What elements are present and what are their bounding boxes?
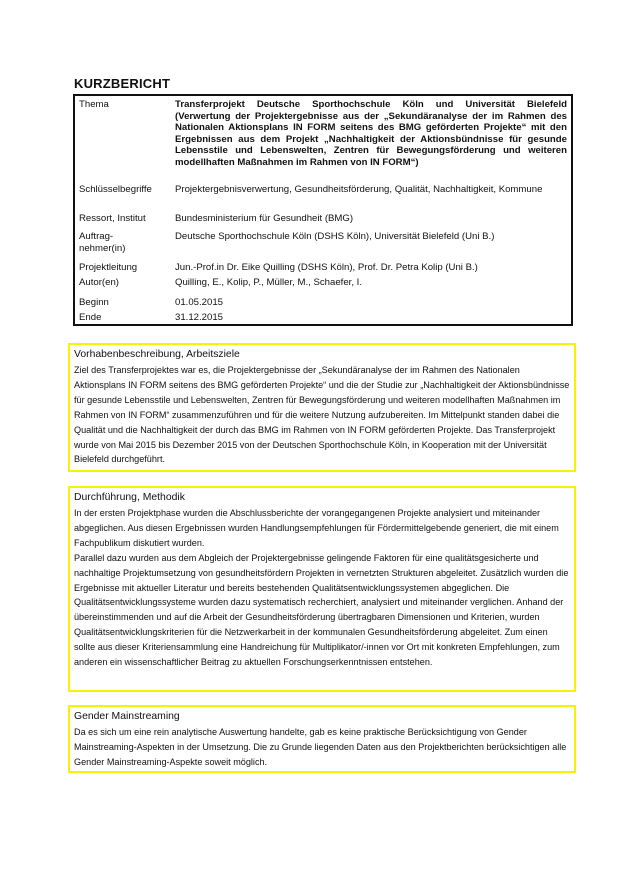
metadata-label: Beginn: [79, 297, 109, 308]
section-gender-mainstreaming: [68, 705, 576, 773]
metadata-value: Deutsche Sporthochschule Köln (DSHS Köln), Universität Bielefeld (Uni B.): [175, 231, 495, 242]
metadata-label: Thema: [79, 99, 109, 110]
metadata-label: Ressort, Institut: [79, 213, 146, 224]
section-project-description: [68, 343, 576, 472]
metadata-label: Schlüsselbegriffe: [79, 184, 152, 195]
section-title: Gender Mainstreaming: [74, 711, 180, 722]
metadata-value: Bundesministerium für Gesundheit (BMG): [175, 213, 354, 224]
metadata-value: 01.05.2015: [175, 297, 224, 308]
metadata-label: Projektleitung: [79, 262, 138, 273]
metadata-table: [73, 94, 573, 326]
section-title: Vorhabenbeschreibung, Arbeitsziele: [74, 349, 240, 360]
section-methodology: [68, 486, 576, 692]
section-title: Durchführung, Methodik: [74, 492, 185, 503]
metadata-value: Quilling, E., Kolip, P., Müller, M., Schaefer, I.: [175, 277, 362, 288]
metadata-label: Ende: [79, 312, 102, 323]
report-title: KURZBERICHT: [74, 76, 171, 91]
section-paragraph: Da es sich um eine rein analytische Auswertung handelte, gab es keine praktische Berücksichtigung von Gender Mainstreaming-Aspekten in der Umsetzung. Die zu Grunde liegenden Daten aus den Projektberichten berücksichtigen alle Gender Mainstreaming-Aspekte soweit möglich.: [74, 727, 567, 767]
section-paragraph: Parallel dazu wurden aus dem Abgleich der Projektergebnisse gelingende Faktoren für eine qualitätsgesicherte und nachhaltige Projektumsetzung von gesundheitsfördern Projekten in vernetzten Strukturen abgeleitet. Zusätzlich wurden die Ergebnisse mit aktueller Literatur und bereits bestehenden Qualitätsentwicklungssystemen abgeglichen. Die Qualitätsentwicklungssysteme wurden dazu systematisch recherchiert, analysiert und miteinander verglichen. Anhand der übereinstimmenden und auf die Arbeit der Gesundheitsförderung übertragbaren Dimensionen und Kriterien, wurden Qualitätsentwicklungskriterien für die Netzwerkarbeit in der kommunalen Gesundheitsförderung abgeleitet. Zum einen sollte aus dieser Kriteriensammlung eine Handreichung für Multiplikator/-innen vor Ort mit konkreten Empfehlungen, zum anderen ein wissenschaftlicher Beitrag zu aktuellen Forschungserkenntnissen entstehen.: [74, 552, 569, 668]
section-paragraph: Ziel des Transferprojektes war es, die Projektergebnisse der „Sekundäranalyse der im Rahmen des Nationalen Aktionsplans IN FORM seitens des BMG geförderten Projekte“ und die der Studie zur „Nachhaltigkeit der Aktionsbündnisse für gesunde Lebensstile und Lebenswelten, Zentren für Bewegungsförderung und weiteren modellhaften Maßnahmen im Rahmen von IN FORM“ zusammenzuführen und für die weitere Nutzung aufzubereiten. Im Mittelpunkt standen dabei die Qualität und die Nachhaltigkeit der durch das BMG im Rahmen von IN FORM geförderten Projekte. Das Transferprojekt wurde von Mai 2015 bis Dezember 2015 von der Deutschen Sporthochschule Köln, in Kooperation mit der Universität Bielefeld durchgeführt.: [74, 365, 570, 465]
metadata-value: Jun.-Prof.in Dr. Eike Quilling (DSHS Köln), Prof. Dr. Petra Kolip (Uni B.): [175, 262, 478, 273]
metadata-value: 31.12.2015: [175, 312, 224, 323]
metadata-label: Autor(en): [79, 277, 119, 288]
section-paragraph: In der ersten Projektphase wurden die Abschlussberichte der vorangegangenen Projekte analysiert und miteinander abgeglichen. Aus diesen Ergebnissen wurden Handlungsempfehlungen für Fördermittelgebende generiert, die mit einem Fachpublikum diskutiert wurden.: [74, 508, 559, 548]
metadata-label: Auftrag-nehmer(in): [79, 231, 126, 254]
metadata-value: Transferprojekt Deutsche Sporthochschule Köln und Universität Bielefeld (Verwertung der Projektergebnisse aus der „Sekundäranalyse der im Rahmen des Nationalen Aktionsplans IN FORM seitens des BMG geförderten Projekte“ mit den Ergebnissen aus dem Projekt „Nachhaltigkeit der Aktionsbündnisse für gesunde Lebensstile und Lebenswelten, Zentren für Bewegungsförderung und weiteren modellhaften Maßnahmen im Rahmen von IN FORM“): [175, 99, 567, 168]
metadata-value: Projektergebnisverwertung, Gesundheitsförderung, Qualität, Nachhaltigkeit, Kommune: [175, 184, 543, 195]
